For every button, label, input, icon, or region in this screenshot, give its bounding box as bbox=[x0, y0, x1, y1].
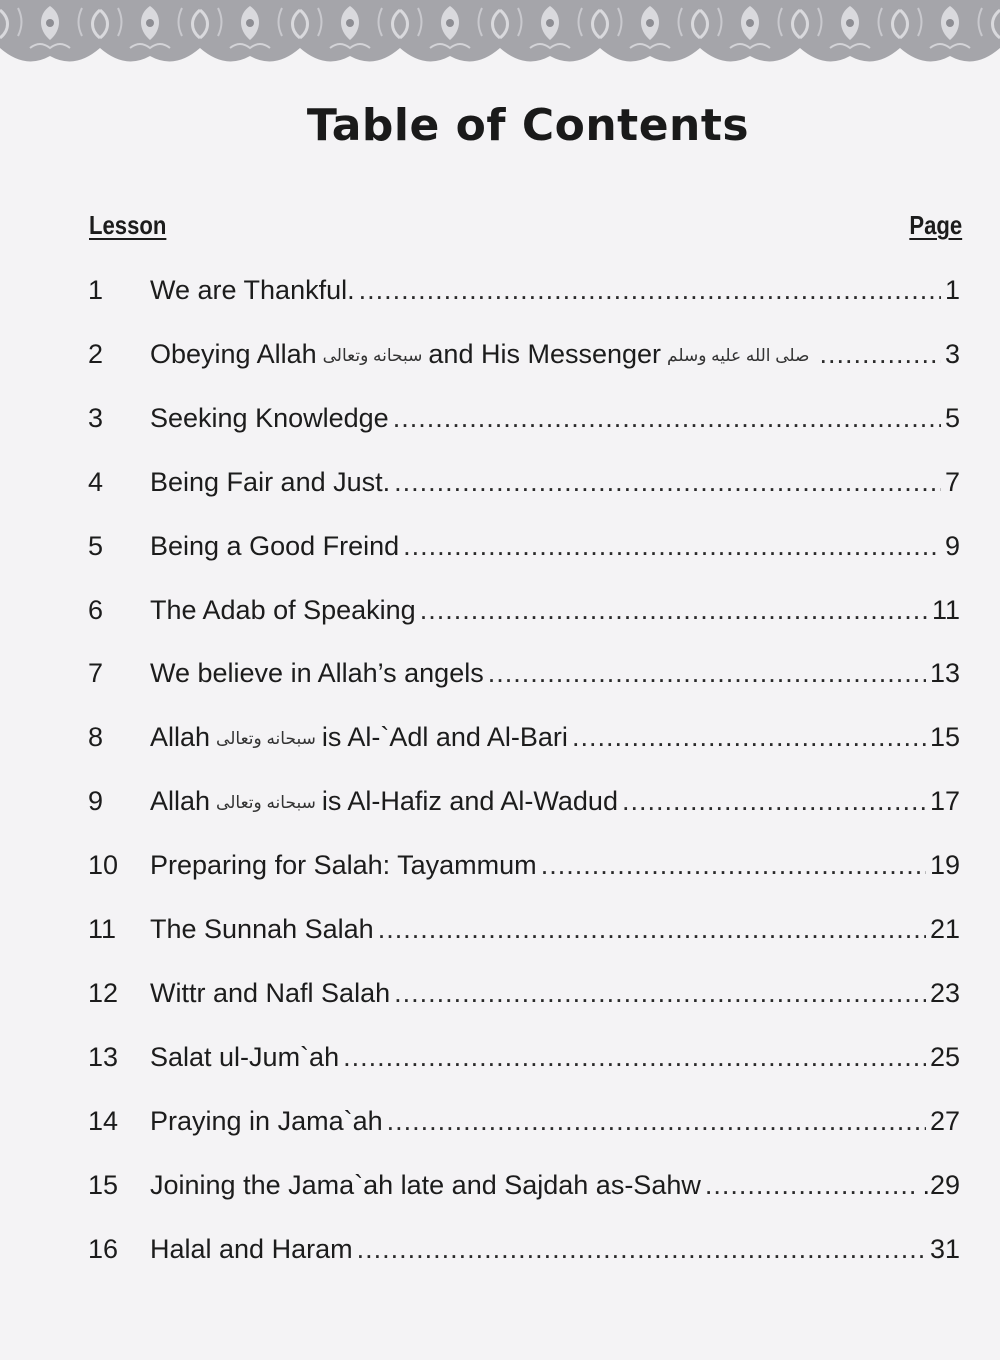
dot-leader bbox=[705, 1157, 919, 1213]
lesson-title-part: is Al-`Adl and Al-Bari bbox=[321, 722, 568, 753]
subhanahu-calligraphy: سبحانه وتعالى bbox=[322, 345, 423, 365]
toc-entry bbox=[0, 1157, 1000, 1213]
lesson-title bbox=[150, 965, 390, 1021]
page-number: 5 bbox=[944, 402, 960, 433]
dot-leader bbox=[387, 1093, 926, 1149]
lesson-number: 1 bbox=[88, 275, 104, 305]
dot-leader bbox=[359, 262, 941, 318]
lesson-title bbox=[150, 773, 618, 831]
lesson-title bbox=[150, 1157, 701, 1213]
lesson-number: 3 bbox=[88, 402, 104, 433]
lesson-title-part: The Sunnah Salah bbox=[150, 914, 374, 944]
lesson-title bbox=[150, 1029, 339, 1085]
page-title: Table of Contents bbox=[306, 100, 750, 151]
page-number: 17 bbox=[929, 786, 960, 817]
page-number: 1 bbox=[944, 275, 960, 305]
toc-entry bbox=[0, 1093, 1000, 1149]
lesson-title-part: We believe in Allah’s angels bbox=[150, 658, 484, 689]
lesson-title-part: Allah bbox=[150, 722, 211, 753]
page-number: 19 bbox=[929, 850, 960, 881]
page-number: .29 bbox=[922, 1169, 960, 1200]
dot-leader bbox=[394, 454, 941, 510]
toc-entry bbox=[0, 262, 1000, 318]
dot-leader bbox=[378, 901, 926, 957]
lesson-title-part: Salat ul-Jum`ah bbox=[150, 1041, 340, 1072]
lesson-number: 16 bbox=[88, 1233, 119, 1264]
lesson-title-part: Joining the Jama`ah late and Sajdah as-Sahw bbox=[150, 1169, 701, 1200]
lesson-title bbox=[150, 582, 416, 638]
toc-entry bbox=[0, 709, 1000, 765]
dot-leader bbox=[622, 773, 926, 829]
toc-entry bbox=[0, 965, 1000, 1021]
lesson-number: 2 bbox=[88, 338, 104, 369]
toc-entry bbox=[0, 645, 1000, 701]
lesson-title-part: Praying in Jama`ah bbox=[150, 1105, 383, 1136]
dot-leader bbox=[420, 582, 928, 638]
lesson-title-part: Obeying Allah bbox=[150, 338, 317, 369]
lesson-number: 8 bbox=[88, 722, 104, 753]
lesson-title bbox=[150, 454, 390, 510]
lesson-number: 6 bbox=[88, 594, 104, 625]
salawat-calligraphy: صلى الله عليه وسلم bbox=[667, 345, 810, 365]
page-number: 7 bbox=[944, 466, 960, 497]
lesson-title bbox=[150, 645, 484, 701]
lesson-title-part: We are Thankful. bbox=[150, 275, 355, 305]
dot-leader bbox=[820, 326, 941, 382]
lesson-title bbox=[150, 901, 374, 957]
dot-leader bbox=[488, 645, 926, 701]
lesson-title-part: Allah bbox=[150, 786, 211, 817]
lesson-title-part: Seeking Knowledge bbox=[150, 402, 389, 433]
dot-leader bbox=[357, 1221, 926, 1277]
lesson-title-part: and His Messenger bbox=[428, 338, 662, 369]
subhanahu-calligraphy: سبحانه وتعالى bbox=[216, 729, 316, 749]
page-number: 3 bbox=[944, 338, 960, 369]
lesson-title bbox=[150, 1221, 353, 1277]
lesson-title bbox=[150, 326, 816, 384]
toc-entry bbox=[0, 1029, 1000, 1085]
page-column-header: Page bbox=[909, 210, 962, 240]
dot-leader bbox=[541, 837, 926, 893]
toc-entry bbox=[0, 901, 1000, 957]
lesson-title-part: The Adab of Speaking bbox=[150, 594, 416, 625]
toc-entry bbox=[0, 326, 1000, 382]
page-number: 25 bbox=[929, 1041, 960, 1072]
dot-leader bbox=[394, 965, 926, 1021]
lesson-title-part: Preparing for Salah: Tayammum bbox=[150, 850, 537, 881]
lesson-title-part: Being Fair and Just. bbox=[150, 466, 391, 497]
page-number: 13 bbox=[929, 658, 960, 689]
toc-entry bbox=[0, 582, 1000, 638]
toc-entry bbox=[0, 390, 1000, 446]
lesson-number: 14 bbox=[88, 1105, 119, 1136]
lesson-title bbox=[150, 1093, 383, 1149]
toc-entry bbox=[0, 837, 1000, 893]
page-number: 21 bbox=[929, 914, 960, 944]
lesson-number: 7 bbox=[88, 658, 104, 689]
lesson-title bbox=[150, 837, 537, 893]
lesson-column-header: Lesson bbox=[89, 210, 167, 240]
lesson-title-part: Wittr and Nafl Salah bbox=[150, 977, 391, 1008]
dot-leader bbox=[393, 390, 941, 446]
lesson-title-part: Halal and Haram bbox=[150, 1233, 353, 1264]
lesson-number: 11 bbox=[88, 914, 117, 944]
page-number: 15 bbox=[929, 722, 960, 753]
lesson-title bbox=[150, 390, 389, 446]
page-number: 11 bbox=[931, 594, 960, 625]
lesson-title-part: is Al-Hafiz and Al-Wadud bbox=[321, 786, 618, 817]
page-number: 31 bbox=[929, 1233, 960, 1264]
subhanahu-calligraphy: سبحانه وتعالى bbox=[216, 793, 316, 813]
toc-entry bbox=[0, 773, 1000, 829]
page-number: 27 bbox=[929, 1105, 960, 1136]
lesson-number: 12 bbox=[88, 977, 119, 1008]
toc-entry bbox=[0, 454, 1000, 510]
ornamental-border bbox=[0, 0, 1000, 80]
lesson-number: 4 bbox=[88, 466, 104, 497]
lesson-number: 13 bbox=[88, 1041, 119, 1072]
dot-leader bbox=[572, 709, 926, 765]
lesson-number: 15 bbox=[88, 1169, 119, 1200]
lesson-title bbox=[150, 518, 399, 574]
lesson-number: 5 bbox=[88, 530, 104, 561]
lesson-title bbox=[150, 709, 568, 767]
lesson-number: 10 bbox=[88, 850, 119, 881]
page-number: 23 bbox=[929, 977, 960, 1008]
toc-entry bbox=[0, 1221, 1000, 1277]
page-number: 9 bbox=[944, 530, 960, 561]
dot-leader bbox=[343, 1029, 926, 1085]
lesson-number: 9 bbox=[88, 786, 104, 817]
toc-entry bbox=[0, 518, 1000, 574]
dot-leader bbox=[403, 518, 941, 574]
lesson-title bbox=[150, 262, 355, 318]
lesson-title-part: Being a Good Freind bbox=[150, 530, 400, 561]
